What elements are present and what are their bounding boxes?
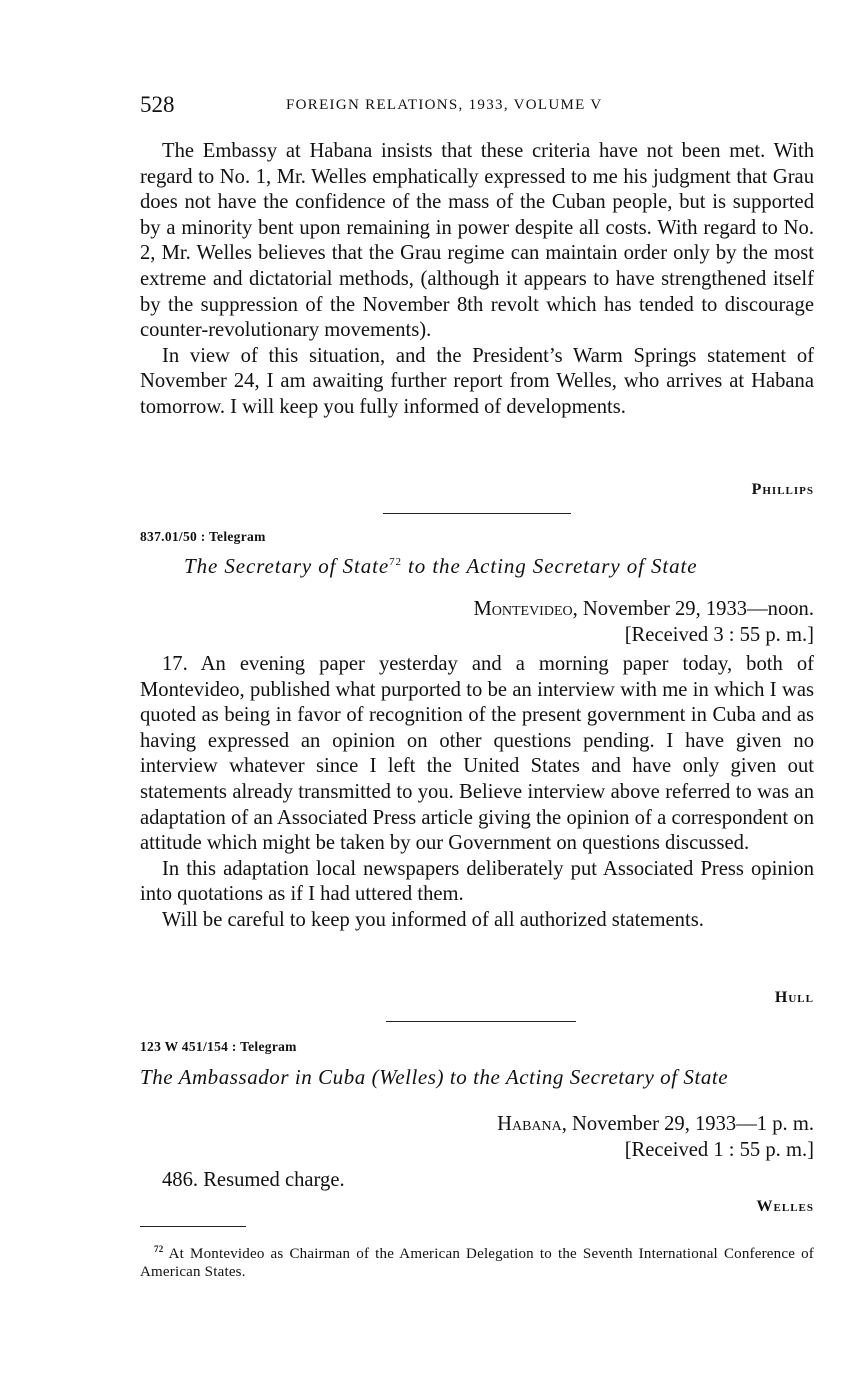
doc3-title: The Ambassador in Cuba (Welles) to the Acting Secretary of State bbox=[140, 1065, 729, 1089]
doc3-date: , November 29, 1933—1 p. m. bbox=[561, 1113, 814, 1135]
doc1-paragraph-1: The Embassy at Habana insists that these criteria have not been met. With regard to No. 1, Mr. Welles emphatically expressed to me his judgment that Grau does not have the confidence of the mass of the Cuban people, but is supported by a minority bent upon remaining in power despite all costs. With regard to No. 2, Mr. Welles believes that the Grau regime can maintain order only by the most extreme and dictatorial methods, (although it appears to have strengthened itself by the suppression of the November 8th revolt which has tended to discourage counter-revolutionary movements). bbox=[140, 140, 814, 342]
doc3-file-reference: 123 W 451/154 : Telegram bbox=[140, 1039, 297, 1054]
section-divider-1 bbox=[383, 513, 571, 514]
doc2-place: Montevideo bbox=[473, 598, 573, 620]
doc2-title bbox=[184, 554, 698, 579]
doc3-signature-block bbox=[140, 1198, 814, 1216]
footnote-text: At Montevideo as Chairman of the American Delegation to the Seventh International Conference of American States. bbox=[140, 1246, 814, 1280]
doc3-signature: Welles bbox=[756, 1198, 814, 1215]
doc1-body bbox=[140, 139, 814, 421]
footnote-separator bbox=[140, 1226, 246, 1227]
doc2-paragraph-1: 17. An evening paper yesterday and a morning paper today, both of Montevideo, published what purported to be an interview with me in which I was quoted as being in favor of recognition of the present government in Cuba and as having expressed an opinion on other questions pending. I have given no interview whatever since I left the United States and have only given out statements already transmitted to you. Believe interview above referred to was an adaptation of an Associated Press article giving the opinion of a correspondent on attitude which might be taken by our Government on questions discussed. bbox=[140, 653, 814, 855]
doc2-paragraph-3: Will be careful to keep you informed of all authorized statements. bbox=[162, 908, 704, 931]
doc2-file-reference: 837.01/50 : Telegram bbox=[140, 529, 266, 544]
doc3-body bbox=[140, 1168, 814, 1194]
doc2-signature: Hull bbox=[774, 989, 814, 1006]
running-header bbox=[140, 92, 814, 122]
doc2-signature-block bbox=[140, 989, 814, 1007]
doc3-paragraph-1: 486. Resumed charge. bbox=[162, 1169, 345, 1191]
section-divider-2 bbox=[386, 1021, 576, 1022]
doc2-dateline bbox=[140, 597, 814, 648]
doc2-title-main: The Secretary of State bbox=[184, 554, 390, 578]
doc2-date: , November 29, 1933—noon. bbox=[572, 598, 814, 620]
doc1-signature: Phillips bbox=[751, 481, 814, 498]
doc3-dateline bbox=[140, 1112, 814, 1163]
doc2-received: [Received 3 : 55 p. m.] bbox=[624, 623, 814, 646]
doc3-place: Habana bbox=[497, 1113, 562, 1135]
footnote-marker: 72 bbox=[154, 1244, 164, 1254]
page-number: 528 bbox=[140, 92, 175, 117]
doc3-received: [Received 1 : 55 p. m.] bbox=[624, 1138, 814, 1161]
doc2-footnote-ref: 72 bbox=[389, 556, 402, 568]
doc1-paragraph-2: In view of this situation, and the President’s Warm Springs statement of November 24, I am awaiting further report from Welles, who arrives at Habana tomorrow. I will keep you fully informed of developments. bbox=[140, 344, 814, 418]
doc2-paragraph-2: In this adaptation local newspapers deliberately put Associated Press opinion into quotations as if I had uttered them. bbox=[140, 857, 814, 906]
doc2-title-rest: to the Acting Secretary of State bbox=[408, 554, 698, 578]
doc2-body bbox=[140, 652, 814, 934]
doc1-signature-block bbox=[140, 481, 814, 499]
footnote bbox=[140, 1240, 814, 1281]
running-title: FOREIGN RELATIONS, 1933, VOLUME V bbox=[286, 97, 603, 113]
